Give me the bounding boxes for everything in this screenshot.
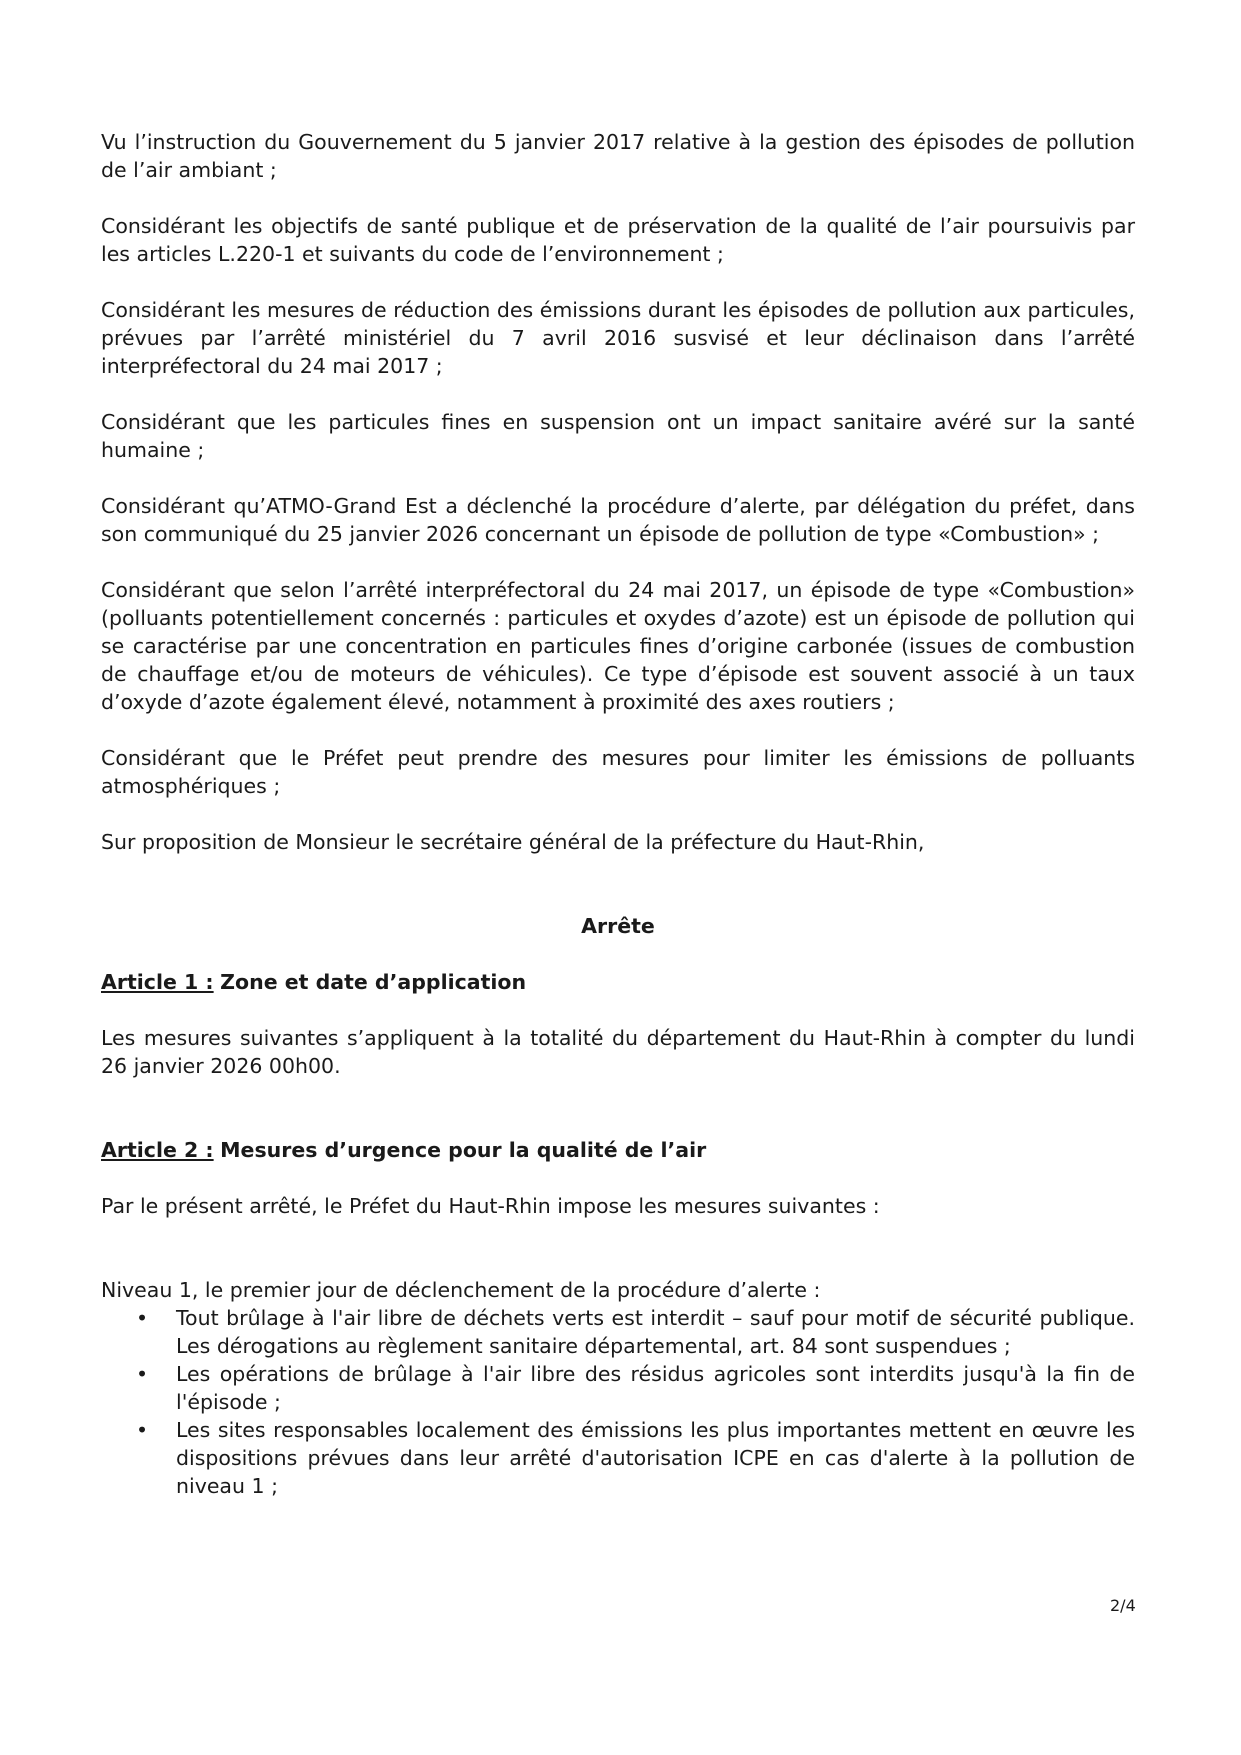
paragraph-instruction: Vu l’instruction du Gouvernement du 5 janvier 2017 relative à la gestion des épisodes de pollution de l’air ambiant ;	[101, 130, 1135, 182]
paragraph-atmo-alerte: Considérant qu’ATMO-Grand Est a déclenché la procédure d’alerte, par délégation du préfet, dans son communiqué du 25 janvier 2026 concernant un épisode de pollution de type «Combustion» ;	[101, 494, 1135, 546]
list-item-text: Les opérations de brûlage à l'air libre des résidus agricoles sont interdits jusqu'à la fin de l'épisode ;	[176, 1362, 1135, 1414]
article-2-text: Par le présent arrêté, le Préfet du Haut-Rhin impose les mesures suivantes :	[101, 1194, 880, 1218]
paragraph-episode-combustion: Considérant que selon l’arrêté interpréfectoral du 24 mai 2017, un épisode de type «Combustion» (polluants potentiellement concernés : particules et oxydes d’azote) est un épisode de pollution qui se caractérise par une concentration en particules fines d’origine carbonée (issues de combustion de chauffage et/ou de moteurs de véhicules). Ce type d’épisode est souvent associé à un taux d’oxyde d’azote également élevé, notamment à proximité des axes routiers ;	[101, 578, 1135, 714]
article-1-title: Zone et date d’application	[220, 970, 527, 994]
bullet-icon: •	[136, 1306, 149, 1330]
page-number: 2/4	[1110, 1596, 1136, 1615]
paragraph-objectifs: Considérant les objectifs de santé publique et de préservation de la qualité de l’air poursuivis par les articles L.220-1 et suivants du code de l’environnement ;	[101, 214, 1135, 266]
level-1-measures-list	[101, 1304, 1135, 1500]
document-page	[101, 128, 1135, 1500]
paragraph-particules-fines: Considérant que les particules fines en suspension ont un impact sanitaire avéré sur la santé humaine ;	[101, 410, 1135, 462]
list-item	[101, 1416, 1135, 1500]
article-1-text: Les mesures suivantes s’appliquent à la totalité du département du Haut-Rhin à compter du lundi 26 janvier 2026 00h00.	[101, 1026, 1135, 1078]
list-item	[101, 1360, 1135, 1416]
paragraph-proposition: Sur proposition de Monsieur le secrétaire général de la préfecture du Haut-Rhin,	[101, 830, 925, 854]
bullet-icon: •	[136, 1418, 149, 1442]
article-1-label: Article 1 :	[101, 970, 214, 994]
list-item	[101, 1304, 1135, 1360]
decision-title: Arrête	[581, 914, 655, 938]
article-2-label: Article 2 :	[101, 1138, 214, 1162]
list-item-text: Les sites responsables localement des émissions les plus importantes mettent en œuvre les dispositions prévues dans leur arrêté d'autorisation ICPE en cas d'alerte à la pollution de niveau 1 ;	[176, 1418, 1135, 1498]
article-2-title: Mesures d’urgence pour la qualité de l’air	[220, 1138, 707, 1162]
paragraph-prefet-mesures: Considérant que le Préfet peut prendre des mesures pour limiter les émissions de polluants atmosphériques ;	[101, 746, 1135, 798]
list-item-text: Tout brûlage à l'air libre de déchets verts est interdit – sauf pour motif de sécurité publique. Les dérogations au règlement sanitaire départemental, art. 84 sont suspendues ;	[176, 1306, 1135, 1358]
paragraph-mesures-reduction: Considérant les mesures de réduction des émissions durant les épisodes de pollution aux particules, prévues par l’arrêté ministériel du 7 avril 2016 susvisé et leur déclinaison dans l’arrêté interpréfectoral du 24 mai 2017 ;	[101, 298, 1135, 378]
level-1-title: Niveau 1, le premier jour de déclenchement de la procédure d’alerte :	[101, 1278, 821, 1302]
article-2-heading	[101, 1136, 1135, 1164]
article-1-heading	[101, 968, 1135, 996]
bullet-icon: •	[136, 1362, 149, 1386]
